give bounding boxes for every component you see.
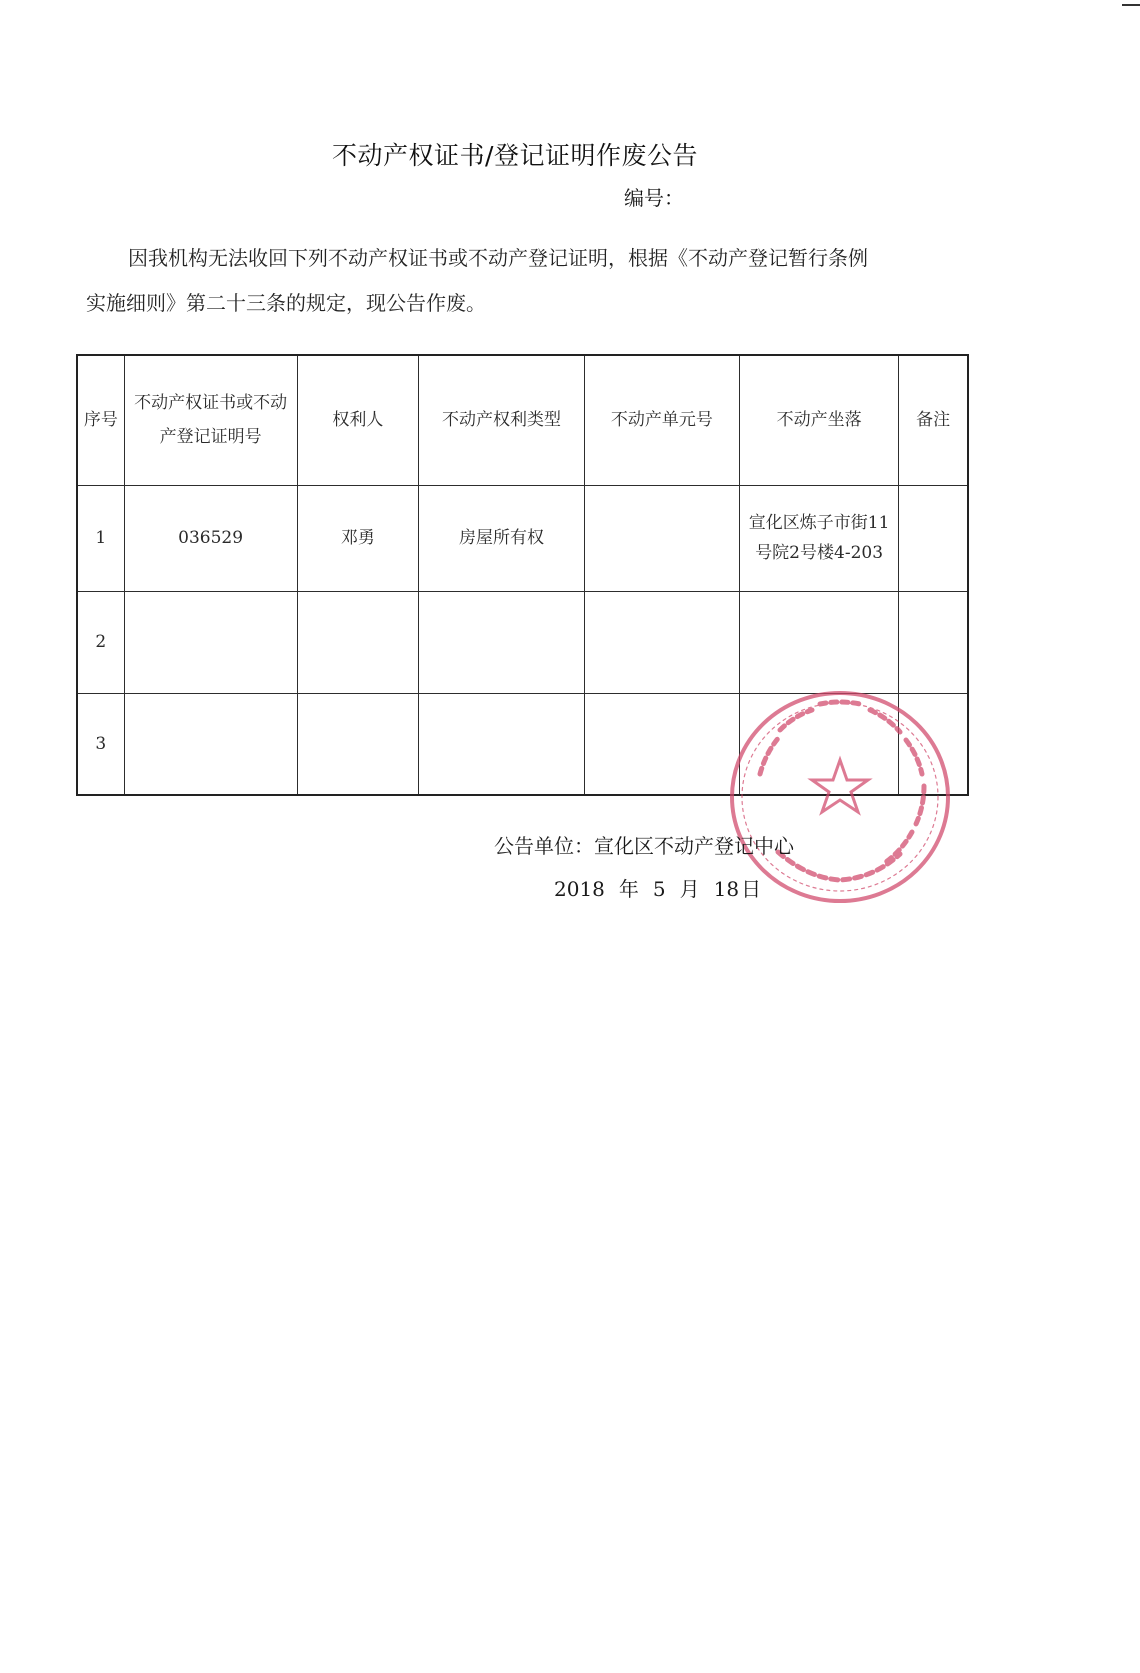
notice-body [86,236,966,326]
seal-graphic [732,693,948,901]
header-right-type: 不动产权利类型 [419,355,585,485]
date-month: 5 [652,877,666,901]
table-header-row [77,355,968,485]
cell-holder [297,693,419,795]
header-holder: 权利人 [297,355,419,485]
serial-number-label: 编号： [624,186,684,210]
date-month-label: 月 [679,877,700,901]
header-index: 序号 [77,355,124,485]
notice-title: 不动产权证书/登记证明作废公告 [332,141,698,170]
notice-body-line-1: 因我机构无法收回下列不动产权证书或不动产登记证明，根据《不动产登记暂行条例 [128,246,868,270]
seal-star [812,760,868,812]
cell-index: 3 [77,693,124,795]
cell-right-type: 房屋所有权 [419,485,585,591]
notice-body-line-2: 实施细则》第二十三条的规定，现公告作废。 [86,291,486,315]
cell-unit-number [584,693,739,795]
date-year-label: 年 [618,877,639,901]
announcing-unit: 公告单位：宣化区不动产登记中心 [494,834,794,858]
date-day-label: 日 [741,877,762,901]
seal-outer-ring [732,693,948,901]
cell-right-type [419,591,585,693]
cell-index: 1 [77,485,124,591]
header-location: 不动产坐落 [739,355,898,485]
cell-right-type [419,693,585,795]
scan-corner-mark [1122,4,1140,6]
cell-cert-number: 036529 [124,485,297,591]
cell-location: 宣化区炼子市街11号院2号楼4-203 [739,485,898,591]
cell-location [739,591,898,693]
seal-inner-ring [742,703,938,891]
header-cert-number: 不动产权证书或不动产登记证明号 [124,355,297,485]
cell-remark [899,485,968,591]
cell-cert-number [124,693,297,795]
header-remark: 备注 [899,355,968,485]
date-day: 18 [713,877,740,901]
cell-unit-number [584,485,739,591]
cell-index: 2 [77,591,124,693]
cell-cert-number [124,591,297,693]
announcement-date [554,873,775,902]
cell-holder: 邓勇 [297,485,419,591]
cell-unit-number [584,591,739,693]
header-unit-number: 不动产单元号 [584,355,739,485]
seal-bottom-strokes [778,852,900,880]
table-row [77,591,968,693]
cell-holder [297,591,419,693]
table-row [77,485,968,591]
date-year: 2018 [554,877,605,901]
cell-remark [899,591,968,693]
